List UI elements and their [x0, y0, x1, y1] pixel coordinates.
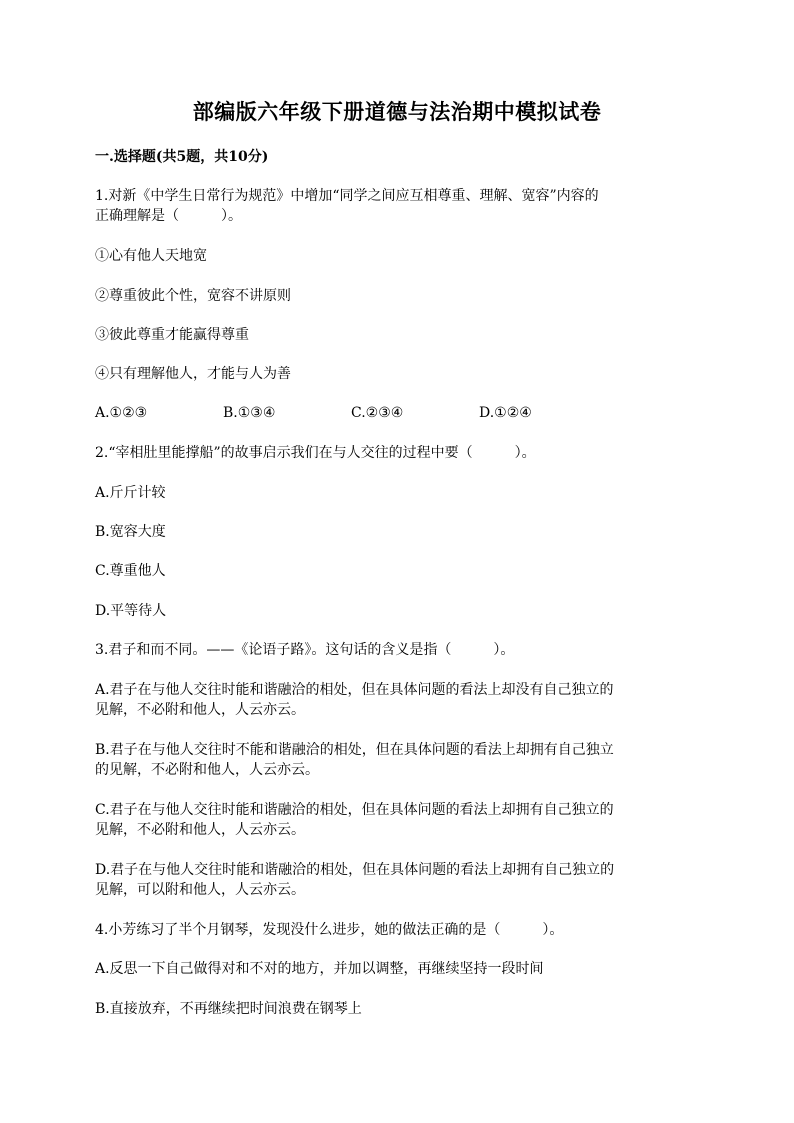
- section-heading: 一.选择题(共5题，共10分): [95, 149, 269, 165]
- q1-option-c: C.②③④: [351, 405, 404, 421]
- q3-option-c-line-1: C.君子在与他人交往时能和谐融洽的相处，但在具体问题的看法上却拥有自己独立的: [95, 802, 614, 818]
- q1-item-2: ②尊重彼此个性，宽容不讲原则: [95, 288, 291, 304]
- q1-stem-line-1: 1.对新《中学生日常行为规范》中增加“同学之间应互相尊重、理解、宽容”内容的: [95, 188, 599, 204]
- q1-option-a: A.①②③: [95, 405, 148, 421]
- q4-option-b: B.直接放弃，不再继续把时间浪费在钢琴上: [95, 1001, 362, 1017]
- q2-stem: 2.“宰相肚里能撑船”的故事启示我们在与人交往的过程中要（ ）。: [95, 445, 536, 461]
- q3-option-d-line-2: 见解，可以附和他人，人云亦云。: [95, 882, 305, 898]
- q3-option-b-line-1: B.君子在与他人交往时不能和谐融洽的相处，但在具体问题的看法上却拥有自己独立: [95, 742, 614, 758]
- q3-option-b-line-2: 的见解，不必附和他人，人云亦云。: [95, 762, 319, 778]
- q1-option-d: D.①②④: [479, 405, 532, 421]
- q1-item-4: ④只有理解他人，才能与人为善: [95, 366, 291, 382]
- q1-option-b: B.①③④: [223, 405, 276, 421]
- q3-stem: 3.君子和而不同。——《论语子路》。这句话的含义是指（ ）。: [95, 642, 515, 658]
- q4-option-a: A.反思一下自己做得对和不对的地方，并加以调整，再继续坚持一段时间: [95, 961, 544, 977]
- q1-item-1: ①心有他人天地宽: [95, 248, 207, 264]
- q2-option-c: C.尊重他人: [95, 563, 166, 579]
- q4-stem: 4.小芳练习了半个月钢琴，发现没什么进步，她的做法正确的是（ ）。: [95, 922, 564, 938]
- q3-option-a-line-1: A.君子在与他人交往时能和谐融洽的相处，但在具体问题的看法上却没有自己独立的: [95, 682, 614, 698]
- q2-option-a: A.斤斤计较: [95, 485, 166, 501]
- q2-option-d: D.平等待人: [95, 603, 167, 619]
- q3-option-d-line-1: D.君子在与他人交往时能和谐融洽的相处，但在具体问题的看法上却拥有自己独立的: [95, 862, 615, 878]
- page-title: 部编版六年级下册道德与法治期中模拟试卷: [192, 99, 602, 124]
- q3-option-a-line-2: 见解，不必附和他人，人云亦云。: [95, 702, 305, 718]
- q1-item-3: ③彼此尊重才能赢得尊重: [95, 327, 249, 343]
- q1-stem-line-2: 正确理解是（ ）。: [95, 208, 242, 224]
- q2-option-b: B.宽容大度: [95, 524, 166, 540]
- q3-option-c-line-2: 见解，不必附和他人，人云亦云。: [95, 822, 305, 838]
